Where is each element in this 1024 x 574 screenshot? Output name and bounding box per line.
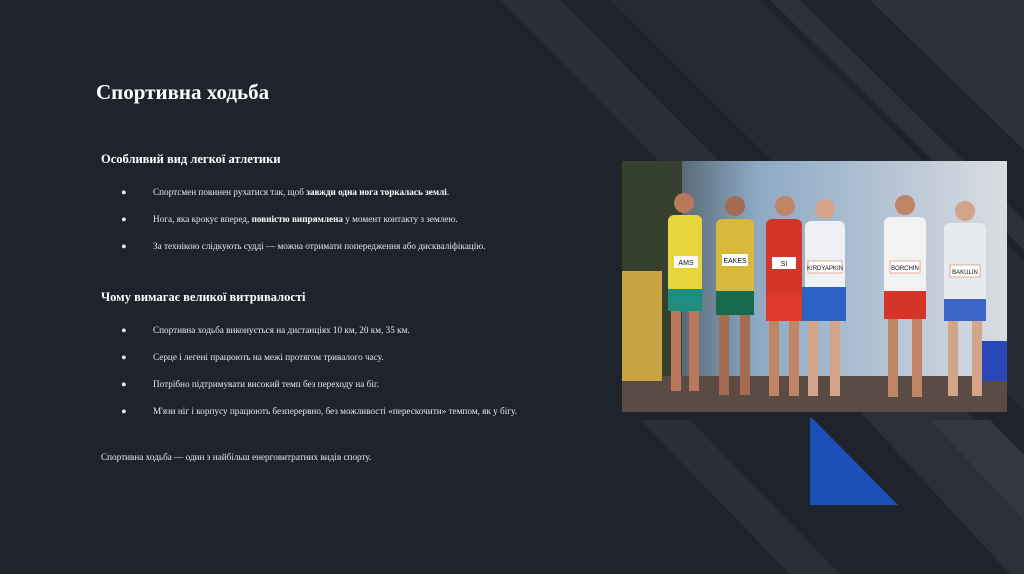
bullet-item: ● За технікою слідкують судді — можна отримати попередження або дискваліфікацію. <box>121 241 486 251</box>
bib-label: EAKES <box>723 258 747 265</box>
bullet-dot: ● <box>121 406 127 416</box>
bullet-dot: ● <box>121 187 127 197</box>
race-walkers-photo <box>622 161 1007 412</box>
bib-label: SI <box>780 261 788 268</box>
bullet-item: ● Спортивна ходьба виконується на дистанціях 10 км, 20 км, 35 км. <box>121 325 410 335</box>
footer-text: Спортивна ходьба — один з найбільш енерговитратних видів спорту. <box>101 452 372 462</box>
section-heading-endurance: Чому вимагає великої витривалості <box>101 290 306 304</box>
bullet-item: ● Нога, яка крокує вперед, повністю випрямлена у момент контакту з землею. <box>121 214 458 224</box>
section-heading-athletics: Особливий вид легкої атлетики <box>101 152 281 166</box>
bib-label: BAKULIN <box>952 270 978 276</box>
bullet-dot: ● <box>121 325 127 335</box>
bib-label: AMS <box>678 260 694 267</box>
bullet-dot: ● <box>121 241 127 251</box>
bullet-dot: ● <box>121 379 127 389</box>
bullet-item: ● М'язи ніг і корпусу працюють безперервно, без можливості «перескочити» темпом, як у бігу. <box>121 406 518 416</box>
slide-title: Спортивна ходьба <box>96 80 270 104</box>
bullet-item: ● Потрібно підтримувати високий темп без переходу на біг. <box>121 379 379 389</box>
diagonal-stripe <box>870 0 1024 150</box>
bullet-dot: ● <box>121 352 127 362</box>
bullet-dot: ● <box>121 214 127 224</box>
bullet-item: ● Спортсмен повинен рухатися так, щоб завжди одна нога торкалась землі. <box>121 187 450 197</box>
race-walkers-illustration <box>622 161 1007 412</box>
bib-label: BORCHIN <box>891 266 919 272</box>
bib-label: KIRDYAPKIN <box>807 266 843 272</box>
bullet-item: ● Серце і легені працюють на межі протягом тривалого часу. <box>121 352 384 362</box>
